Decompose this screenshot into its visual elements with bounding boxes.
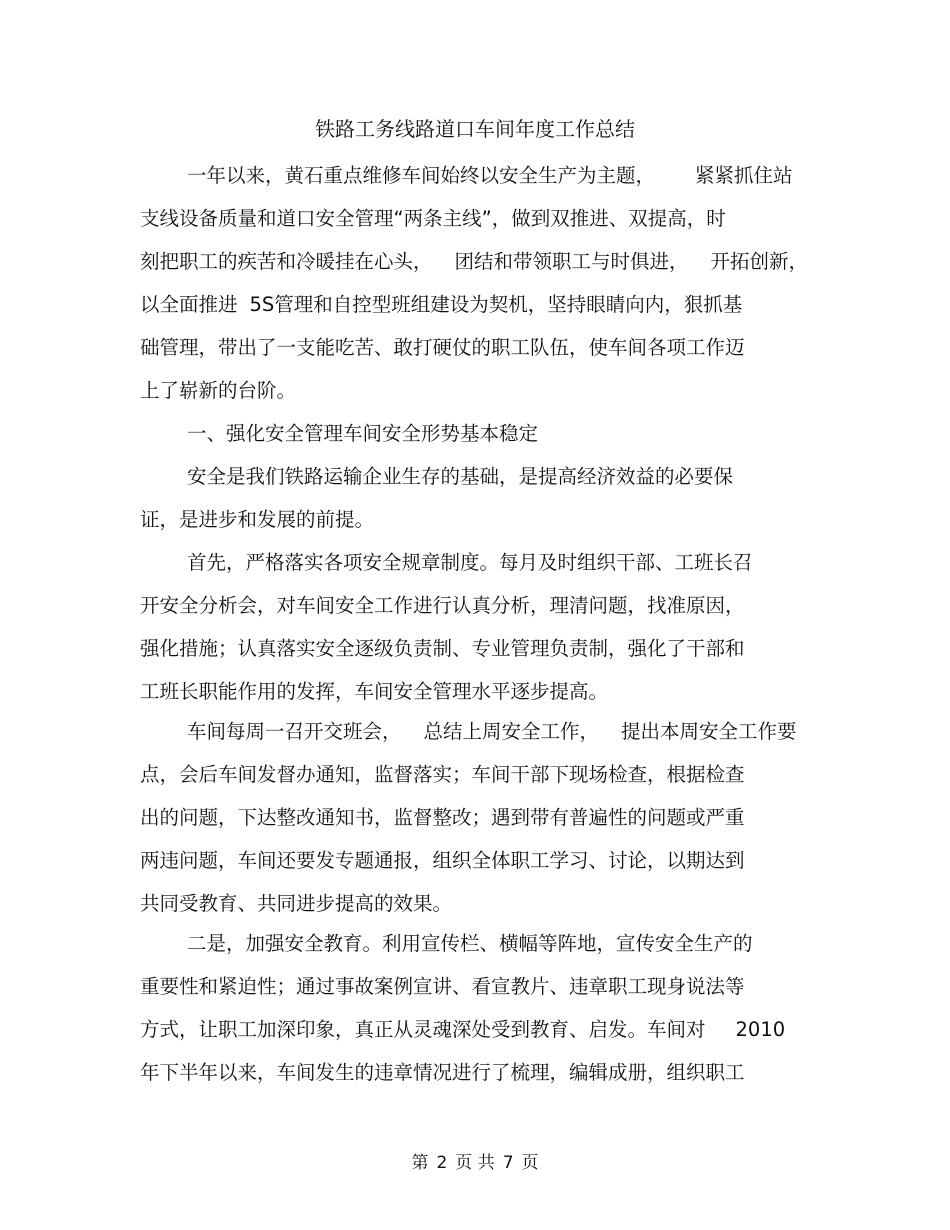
text-line: 方式，让职工加深印象，真正从灵魂深处受到教育、启发。车间对 2010 bbox=[140, 1018, 786, 1041]
total-page-count: 7 bbox=[502, 1153, 514, 1173]
footer-middle: 页 共 bbox=[455, 1153, 495, 1173]
text-line: 两违问题，车间还要发专题通报，组织全体职工学习、讨论，以期达到 bbox=[140, 849, 745, 872]
text-line: 刻把职工的疾苦和冷暖挂在心头， 团结和带领职工与时俱进， 开拓创新， bbox=[140, 250, 809, 273]
text-line: 首先，严格落实各项安全规章制度。每月及时组织干部、工班长召 bbox=[187, 551, 753, 574]
text-line: 证，是进步和发展的前提。 bbox=[140, 508, 375, 531]
text-line: 支线设备质量和道口安全管理“两条主线”，做到双推进、双提高，时 bbox=[140, 207, 726, 230]
footer-prefix: 第 bbox=[411, 1153, 429, 1173]
text-line: 车间每周一召开交班会， 总结上周安全工作， 提出本周安全工作要 bbox=[187, 720, 797, 743]
text-line: 工班长职能作用的发挥，车间安全管理水平逐步提高。 bbox=[140, 680, 609, 703]
text-line: 上了崭新的台阶。 bbox=[140, 379, 297, 402]
text-line: 点，会后车间发督办通知，监督落实；车间干部下现场检查，根据检查 bbox=[140, 763, 745, 786]
text-line: 开安全分析会，对车间安全工作进行认真分析，理清问题，找准原因， bbox=[140, 594, 745, 617]
text-line: 年下半年以来，车间发生的违章情况进行了梳理，编辑成册，组织职工 bbox=[140, 1061, 745, 1084]
current-page-number: 2 bbox=[436, 1153, 448, 1173]
text-line: 出的问题，下达整改通知书，监督整改；遇到带有普遍性的问题或严重 bbox=[140, 806, 745, 829]
text-line: 安全是我们铁路运输企业生存的基础，是提高经济效益的必要保 bbox=[187, 465, 734, 488]
text-line: 础管理，带出了一支能吃苦、敢打硬仗的职工队伍，使车间各项工作迈 bbox=[140, 336, 745, 359]
text-line: 一年以来，黄石重点维修车间始终以安全生产为主题， 紧紧抓住站 bbox=[187, 164, 793, 187]
text-line: 重要性和紧迫性；通过事故案例宣讲、看宣教片、违章职工现身说法等 bbox=[140, 975, 745, 998]
text-line: 共同受教育、共同进步提高的效果。 bbox=[140, 892, 453, 915]
text-line: 强化措施；认真落实安全逐级负责制、专业管理负责制，强化了干部和 bbox=[140, 637, 745, 660]
section-heading: 一、强化安全管理车间安全形势基本稳定 bbox=[187, 422, 539, 445]
text-line: 以全面推进 5S管理和自控型班组建设为契机，坚持眼睛向内，狠抓基 bbox=[140, 293, 743, 316]
page-footer bbox=[0, 1150, 950, 1176]
text-line: 二是，加强安全教育。利用宣传栏、横幅等阵地，宣传安全生产的 bbox=[187, 932, 753, 955]
footer-suffix: 页 bbox=[521, 1153, 539, 1173]
document-title: 铁路工务线路道口车间年度工作总结 bbox=[315, 117, 635, 141]
